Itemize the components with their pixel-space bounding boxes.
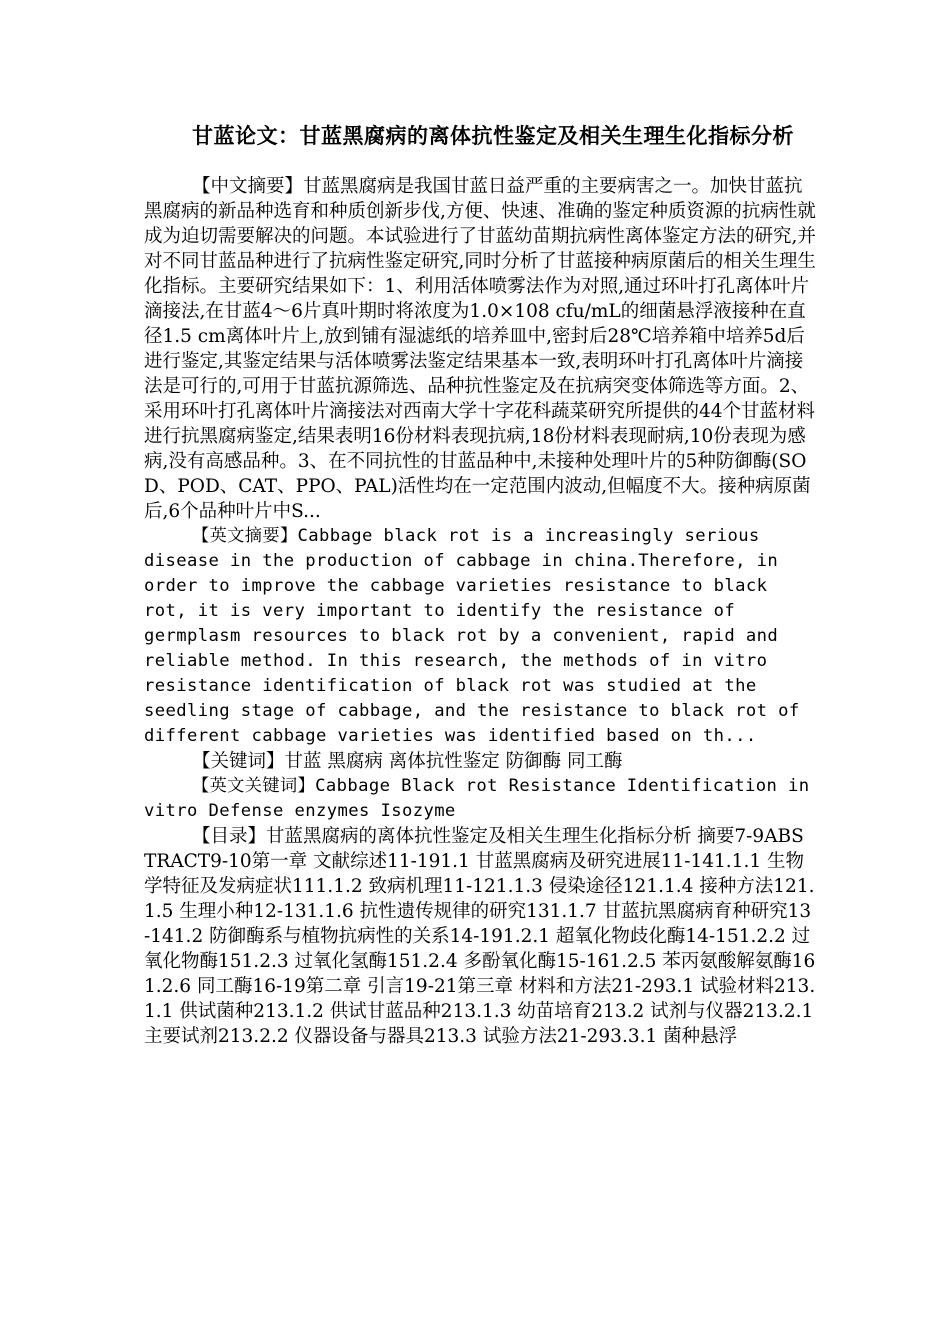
keywords-text: 甘蓝 黑腐病 离体抗性鉴定 防御酶 同工酶: [284, 751, 623, 772]
document-page: [144, 122, 816, 1049]
keywords: [144, 749, 816, 774]
cn-abstract-label: 【中文摘要】: [192, 176, 304, 197]
en-keywords-label: 【英文关键词】: [192, 776, 316, 796]
en-abstract: [144, 524, 816, 749]
toc-label: 【目录】: [192, 826, 267, 847]
cn-abstract: [144, 174, 816, 524]
table-of-contents: [144, 824, 816, 1049]
en-abstract-label: 【英文摘要】: [192, 526, 298, 546]
toc-text: 甘蓝黑腐病的离体抗性鉴定及相关生理生化指标分析 摘要7-9ABSTRACT9-10第一章 文献综述11-191.1 甘蓝黑腐病及研究进展11-141.1.1 生物学特征及发病症状111.1.2 致病机理11-121.1.3 侵染途径121.1.4 接种方法121.1.5 生理小种12-131.1.6 抗性遗传规律的研究131.1.7 甘蓝抗黑腐病育种研究13-141.2 防御酶系与植物抗病性的关系14-191.2.1 超氧化物歧化酶14-151.2.2 过氧化物酶151.2.3 过氧化氢酶151.2.4 多酚氧化酶15-161.2.5 苯丙氨酸解氨酶161.2.6 同工酶16-19第二章 引言19-21第三章 材料和方法21-293.1 试验材料213.1.1 供试菌种213.1.2 供试甘蓝品种213.1.3 幼苗培育213.2 试剂与仪器213.2.1 主要试剂213.2.2 仪器设备与器具213.3 试验方法21-293.3.1 菌种悬浮: [144, 826, 816, 1047]
en-keywords: [144, 774, 816, 824]
cn-abstract-text: 甘蓝黑腐病是我国甘蓝日益严重的主要病害之一。加快甘蓝抗黑腐病的新品种选育和种质创新步伐,方便、快速、准确的鉴定种质资源的抗病性就成为迫切需要解决的问题。本试验进行了甘蓝幼苗期抗病性离体鉴定方法的研究,并对不同甘蓝品种进行了抗病性鉴定研究,同时分析了甘蓝接种病原菌后的相关生理生化指标。主要研究结果如下：1、利用活体喷雾法作为对照,通过环叶打孔离体叶片滴接法,在甘蓝4～6片真叶期时将浓度为1.0×108 cfu/mL的细菌悬浮液接种在直径1.5 cm离体叶片上,放到铺有湿滤纸的培养皿中,密封后28℃培养箱中培养5d后进行鉴定,其鉴定结果与活体喷雾法鉴定结果基本一致,表明环叶打孔离体叶片滴接法是可行的,可用于甘蓝抗源筛选、品种抗性鉴定及在抗病突变体筛选等方面。2、采用环叶打孔离体叶片滴接法对西南大学十字花科蔬菜研究所提供的44个甘蓝材料进行抗黑腐病鉴定,结果表明16份材料表现抗病,18份材料表现耐病,10份表现为感病,没有高感品种。3、在不同抗性的甘蓝品种中,未接种处理叶片的5种防御酶(SOD、POD、CAT、PPO、PAL)活性均在一定范围内波动,但幅度不大。接种病原菌后,6个品种叶片中S...: [144, 176, 816, 522]
keywords-label: 【关键词】: [192, 751, 285, 772]
document-title: 甘蓝论文：甘蓝黑腐病的离体抗性鉴定及相关生理生化指标分析: [192, 124, 794, 148]
en-abstract-text: Cabbage black rot is a increasingly serious disease in the production of cabbage in china.Therefore, in order to improve the cabbage varieties resistance to black rot, it is very important to identify the resistance of germplasm resources to black rot by a convenient, rapid and reliable method. In this research, the methods of in vitro resistance identification of black rot was studied at the seedling stage of cabbage, and the resistance to black rot of different cabbage varieties was identified based on th...: [144, 526, 800, 746]
en-keywords-text: Cabbage Black rot Resistance Identification in vitro Defense enzymes Isozyme: [144, 776, 810, 821]
